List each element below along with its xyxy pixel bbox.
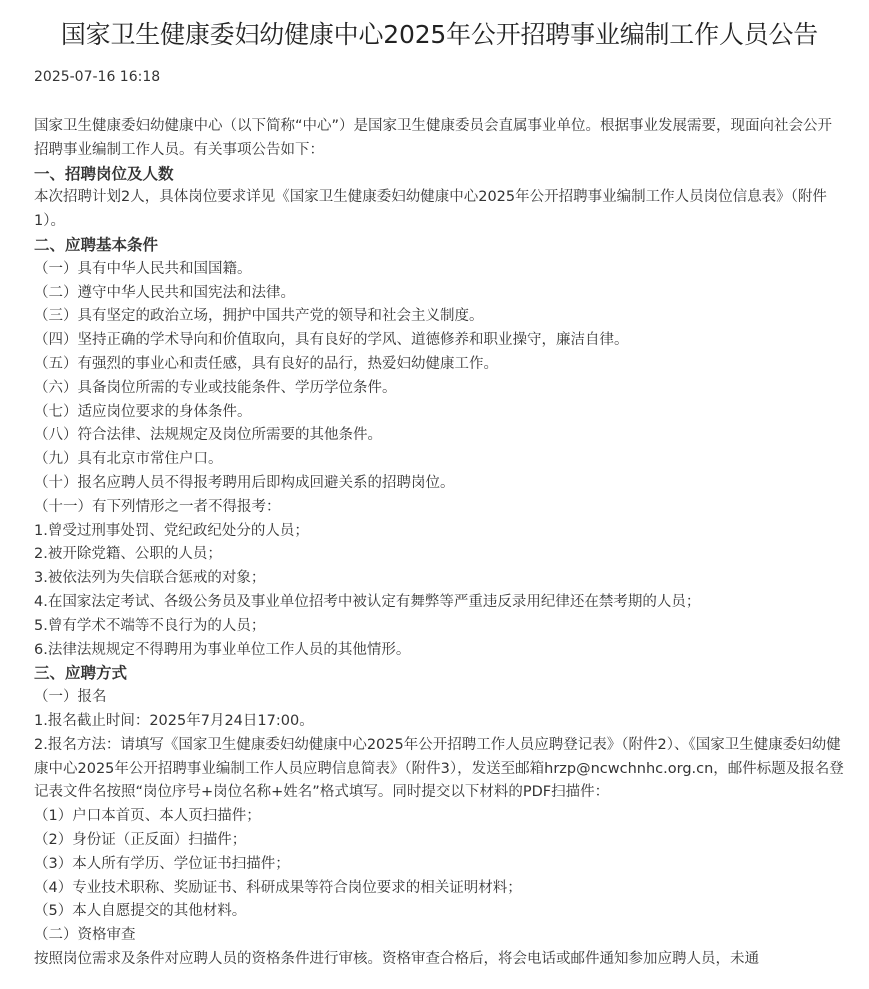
intro-paragraph: 国家卫生健康委妇幼健康中心（以下简称“中心”）是国家卫生健康委员会直属事业单位。根据事业发展需要，现面向社会公开招聘事业编制工作人员。有关事项公告如下： (34, 118, 833, 158)
material-item: （5）本人自愿提交的其他材料。 (34, 903, 247, 920)
material-item: （2）身份证（正反面）扫描件； (34, 831, 247, 848)
requirement-item: （八）符合法律、法规规定及岗位所需要的其他条件。 (34, 427, 382, 444)
requirement-item: （七）适应岗位要求的身体条件。 (34, 403, 252, 420)
registration-deadline: 1.报名截止时间：2025年7月24日17:00。 (34, 712, 314, 729)
material-item: （1）户口本首页、本人页扫描件； (34, 808, 261, 825)
material-item: （4）专业技术职称、奖励证书、科研成果等符合岗位要求的相关证明材料； (34, 879, 522, 896)
section-heading-positions: 一、招聘岗位及人数 (34, 164, 174, 183)
material-item: （3）本人所有学历、学位证书扫描件； (34, 855, 290, 872)
requirement-item: （十）报名应聘人员不得报考聘用后即构成回避关系的招聘岗位。 (34, 474, 455, 491)
article-body (34, 115, 845, 972)
exclusion-item: 1.曾受过刑事处罚、党纪政纪处分的人员； (34, 522, 309, 539)
requirement-item: （三）具有坚定的政治立场，拥护中国共产党的领导和社会主义制度。 (34, 308, 484, 325)
requirement-item: （九）具有北京市常住户口。 (34, 451, 223, 468)
review-paragraph: 按照岗位需求及条件对应聘人员的资格条件进行审核。资格审查合格后，将会电话或邮件通知参加应聘人员，未通 (34, 950, 759, 967)
section-heading-application: 三、应聘方式 (34, 664, 128, 683)
exclusion-item: 4.在国家法定考试、各级公务员及事业单位招考中被认定有舞弊等严重违反录用纪律还在禁考期的人员； (34, 593, 701, 610)
requirement-item: （一）具有中华人民共和国国籍。 (34, 260, 252, 277)
requirement-item: （二）遵守中华人民共和国宪法和法律。 (34, 284, 295, 301)
article-title: 国家卫生健康委妇幼健康中心2025年公开招聘事业编制工作人员公告 (60, 20, 819, 49)
subsection-registration: （一）报名 (34, 689, 107, 706)
publish-date: 2025-07-16 16:18 (34, 69, 161, 85)
subsection-qualification-review: （二）资格审查 (34, 927, 136, 944)
requirement-item: （六）具备岗位所需的专业或技能条件、学历学位条件。 (34, 379, 397, 396)
exclusion-item: 6.法律法规规定不得聘用为事业单位工作人员的其他情形。 (34, 641, 411, 658)
exclusion-item: 2.被开除党籍、公职的人员； (34, 546, 222, 563)
requirement-item: （五）有强烈的事业心和责任感，具有良好的品行，热爱妇幼健康工作。 (34, 355, 498, 372)
exclusion-item: 3.被依法列为失信联合惩戒的对象； (34, 570, 266, 587)
requirement-item: （四）坚持正确的学术导向和价值取向，具有良好的学风、道德修养和职业操守，廉洁自律。 (34, 332, 629, 349)
registration-method: 2.报名方法：请填写《国家卫生健康委妇幼健康中心2025年公开招聘工作人员应聘登记表》（附件2）、《国家卫生健康委妇幼健康中心2025年公开招聘事业编制工作人员应聘信息简表》（附件3），发送至邮箱hrzp@ncwchnhc.org.cn，邮件标题及报名登记表文件名按照“岗位序号+岗位名称+姓名”格式填写。同时提交以下材料的PDF扫描件： (34, 736, 844, 801)
section-heading-requirements: 二、应聘基本条件 (34, 235, 159, 254)
requirement-item: （十一）有下列情形之一者不得报考： (34, 498, 281, 515)
positions-paragraph: 本次招聘计划2人，具体岗位要求详见《国家卫生健康委妇幼健康中心2025年公开招聘事业编制工作人员岗位信息表》（附件1）。 (34, 189, 827, 230)
exclusion-item: 5.曾有学术不端等不良行为的人员； (34, 617, 266, 634)
